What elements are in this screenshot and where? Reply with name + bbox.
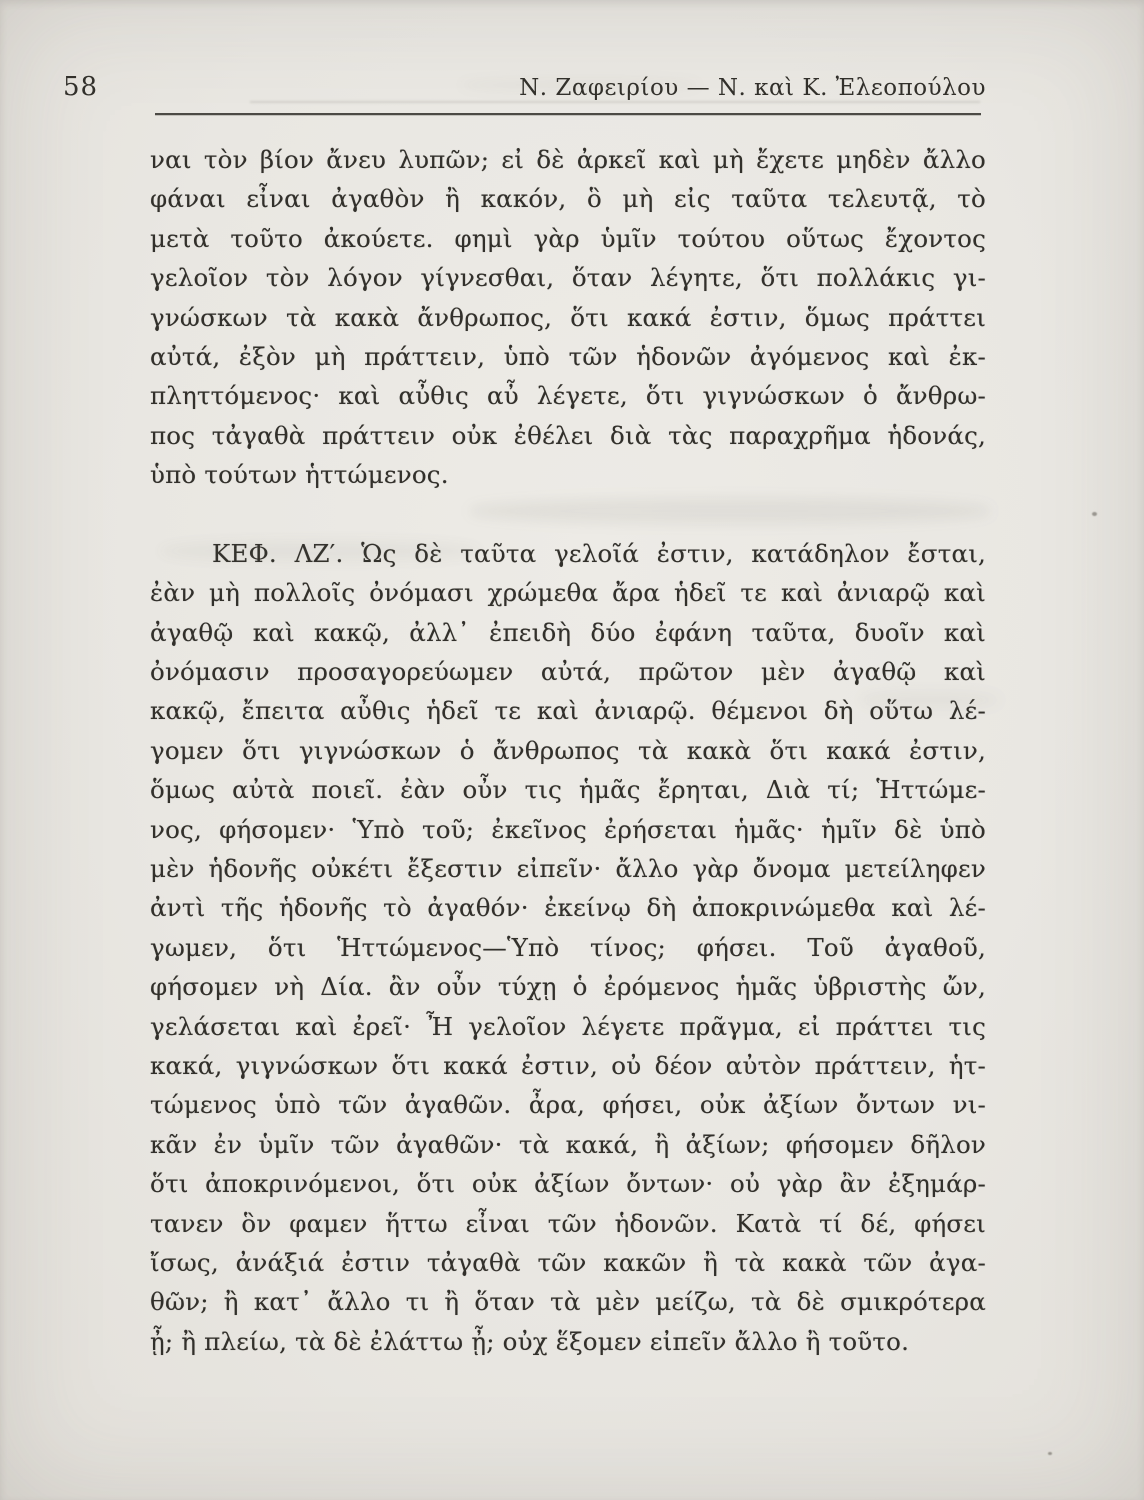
text-line: ἐὰν μὴ πολλοῖς ὀνόμασι χρώμεθα ἄρα ἡδεῖ τε καὶ ἀνιαρῷ καὶ	[150, 578, 986, 608]
scan-artifact	[250, 101, 980, 103]
text-line: γελάσεται καὶ ἐρεῖ· Ἦ γελοῖον λέγετε πρᾶγμα, εἰ πράττει τις	[150, 1011, 986, 1041]
show-through-artifact	[160, 540, 480, 562]
text-line: ὑπὸ τούτων ἡττώμενος.	[150, 460, 449, 490]
text-line: μὲν ἡδονῆς οὐκέτι ἔξεστιν εἰπεῖν· ἄλλο γὰρ ὄνομα μετείληφεν	[150, 854, 986, 884]
scan-speck	[1092, 512, 1097, 516]
text-line: ἀγαθῷ καὶ κακῷ, ἀλλ᾽ ἐπειδὴ δύο ἐφάνη ταῦτα, δυοῖν καὶ	[150, 617, 986, 647]
text-line: κακά, γιγνώσκων ὅτι κακά ἐστιν, οὐ δέον αὐτὸν πράττειν, ἡτ-	[150, 1050, 986, 1080]
text-line: ἴσως, ἀνάξιά ἐστιν τἀγαθὰ τῶν κακῶν ἢ τὰ κακὰ τῶν ἀγα-	[150, 1247, 986, 1277]
text-line: γομεν ὅτι γιγνώσκων ὁ ἄνθρωπος τὰ κακὰ ὅτι κακά ἐστιν,	[150, 735, 986, 765]
text-line: κακῷ, ἔπειτα αὖθις ἡδεῖ τε καὶ ἀνιαρῷ. θέμενοι δὴ οὕτω λέ-	[150, 696, 986, 726]
text-line: γνώσκων τὰ κακὰ ἄνθρωπος, ὅτι κακά ἐστιν, ὅμως πράττει	[150, 302, 986, 332]
text-line: αὐτά, ἐξὸν μὴ πράττειν, ὑπὸ τῶν ἡδονῶν ἀγόμενος καὶ ἐκ-	[150, 341, 986, 371]
text-line: φήσομεν νὴ Δία. ἂν οὖν τύχῃ ὁ ἐρόμενος ἡμᾶς ὑβριστὴς ὤν,	[150, 972, 986, 1002]
page-number: 58	[63, 72, 99, 102]
text-line: ὅμως αὐτὰ ποιεῖ. ἐὰν οὖν τις ἡμᾶς ἔρηται, Διὰ τί; Ἡττώμε-	[150, 775, 986, 805]
text-line: τώμενος ὑπὸ τῶν ἀγαθῶν. ἆρα, φήσει, οὐκ ἀξίων ὄντων νι-	[150, 1090, 986, 1120]
text-line: γελοῖον τὸν λόγον γίγνεσθαι, ὅταν λέγητε, ὅτι πολλάκις γι-	[150, 263, 986, 293]
paragraph	[150, 534, 986, 1361]
running-title: Ν. Ζαφειρίου — Ν. καὶ Κ. Ἐλεοπούλου	[519, 75, 986, 101]
page-body	[150, 140, 986, 1361]
text-line: ἀντὶ τῆς ἡδονῆς τὸ ἀγαθόν· ἐκείνῳ δὴ ἀποκρινώμεθα καὶ λέ-	[150, 893, 986, 923]
scan-smudge	[460, 78, 700, 92]
text-line: κᾶν ἐν ὑμῖν τῶν ἀγαθῶν· τὰ κακά, ἢ ἀξίων; φήσομεν δῆλον	[150, 1129, 986, 1159]
scan-speck	[1048, 1452, 1052, 1455]
text-line: ᾖ; ἢ πλείω, τὰ δὲ ἐλάττω ᾖ; οὐχ ἕξομεν εἰπεῖν ἄλλο ἢ τοῦτο.	[150, 1326, 910, 1356]
show-through-artifact	[860, 690, 1000, 710]
text-line: φάναι εἶναι ἀγαθὸν ἢ κακόν, ὃ μὴ εἰς ταῦτα τελευτᾷ, τὸ	[150, 184, 986, 214]
text-line: πος τἀγαθὰ πράττειν οὐκ ἐθέλει διὰ τὰς παραχρῆμα ἡδονάς,	[150, 420, 986, 450]
header-rule	[155, 113, 981, 115]
text-line: ΚΕΦ. ΛΖ′. Ὡς δὲ ταῦτα γελοῖά ἐστιν, κατάδηλον ἔσται,	[212, 538, 986, 568]
text-line: πληττόμενος· καὶ αὖθις αὖ λέγετε, ὅτι γιγνώσκων ὁ ἄνθρω-	[150, 381, 986, 411]
text-line: θῶν; ἢ κατ᾽ ἄλλο τι ἢ ὅταν τὰ μὲν μείζω, τὰ δὲ σμικρότερα	[150, 1287, 986, 1317]
text-line: τανεν ὃν φαμεν ἥττω εἶναι τῶν ἡδονῶν. Κατὰ τί δέ, φήσει	[150, 1208, 986, 1238]
text-line: γωμεν, ὅτι Ἡττώμενος—Ὑπὸ τίνος; φήσει. Τοῦ ἀγαθοῦ,	[150, 932, 986, 962]
text-line: ὀνόμασιν προσαγορεύωμεν αὐτά, πρῶτον μὲν ἀγαθῷ καὶ	[150, 657, 986, 687]
text-line: νος, φήσομεν· Ὑπὸ τοῦ; ἐκεῖνος ἐρήσεται ἡμᾶς· ἡμῖν δὲ ὑπὸ	[150, 814, 986, 844]
show-through-artifact	[470, 498, 990, 524]
text-line: ναι τὸν βίον ἄνευ λυπῶν; εἰ δὲ ἀρκεῖ καὶ μὴ ἔχετε μηδὲν ἄλλο	[150, 145, 986, 174]
text-line: ὅτι ἀποκρινόμενοι, ὅτι οὐκ ἀξίων ὄντων· οὐ γὰρ ἂν ἐξημάρ-	[150, 1169, 986, 1199]
text-line: μετὰ τοῦτο ἀκούετε. φημὶ γὰρ ὑμῖν τούτου οὕτως ἔχοντος	[150, 223, 986, 253]
paragraph	[150, 140, 986, 495]
